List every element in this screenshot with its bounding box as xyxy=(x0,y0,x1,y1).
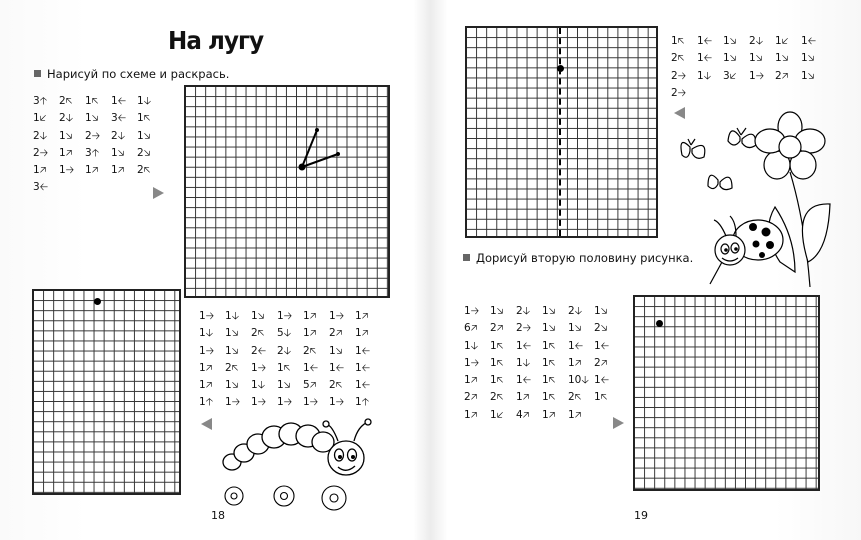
step-instruction: 1🡦 xyxy=(225,344,239,357)
step-instruction: 1🡣 xyxy=(137,95,152,107)
step-instruction: 1🡦 xyxy=(775,52,789,65)
step-instruction: 1🡦 xyxy=(749,52,763,65)
step-instruction: 1🡤 xyxy=(671,35,685,47)
step-instruction: 1🡦 xyxy=(251,310,265,322)
step-instruction: 1🡢 xyxy=(464,305,480,317)
sequence-row xyxy=(671,33,827,50)
step-instruction: 3🡡 xyxy=(85,146,100,159)
right-instruction-text: Дорисуй вторую половину рисунка. xyxy=(476,251,694,265)
step-instruction: 1🡦 xyxy=(801,69,815,82)
step-instruction: 1🡦 xyxy=(542,305,556,317)
step-instruction: 1🡠 xyxy=(594,374,610,387)
right-drawing-grid-1[interactable] xyxy=(465,26,658,238)
step-instruction: 1🡤 xyxy=(542,374,556,387)
step-instruction: 1🡠 xyxy=(697,35,713,47)
sequence-row xyxy=(33,93,163,110)
step-instruction: 1🡣 xyxy=(225,310,240,322)
step-instruction: 3🡧 xyxy=(723,69,737,82)
step-instruction: 1🡣 xyxy=(199,327,214,340)
left-drawing-grid-1[interactable] xyxy=(184,85,390,298)
caterpillar-illustration xyxy=(218,410,388,515)
step-instruction: 1🡠 xyxy=(516,374,532,387)
step-instruction: 1🡠 xyxy=(801,35,817,47)
step-instruction: 1🡥 xyxy=(516,391,530,404)
start-point-dot xyxy=(557,65,564,72)
step-instruction: 1🡢 xyxy=(749,69,765,82)
left-sequence-1 xyxy=(33,93,163,197)
step-instruction: 1🡤 xyxy=(542,356,556,369)
step-instruction: 2🡤 xyxy=(137,164,151,177)
step-instruction: 5🡥 xyxy=(303,379,317,392)
step-instruction: 1🡠 xyxy=(697,52,713,65)
step-instruction: 3🡠 xyxy=(33,181,49,194)
step-instruction: 1🡢 xyxy=(329,396,345,409)
bullet-square-icon xyxy=(34,70,41,77)
step-instruction: 1🡥 xyxy=(33,164,47,177)
step-instruction: 2🡤 xyxy=(303,344,317,357)
step-instruction: 2🡥 xyxy=(594,356,608,369)
sequence-row xyxy=(464,407,620,424)
step-instruction: 2🡣 xyxy=(516,305,531,317)
step-instruction: 2🡣 xyxy=(568,305,583,317)
step-instruction: 6🡥 xyxy=(464,322,478,335)
prev-arrow-icon xyxy=(201,418,212,430)
step-instruction: 1🡦 xyxy=(277,379,291,392)
left-drawing-grid-2[interactable] xyxy=(32,289,181,495)
step-instruction: 2🡤 xyxy=(490,391,504,404)
step-instruction: 1🡡 xyxy=(355,396,370,409)
right-instruction xyxy=(463,251,693,265)
right-sequence-2 xyxy=(464,303,620,424)
step-instruction: 2🡤 xyxy=(59,95,73,107)
symmetry-axis-line xyxy=(559,28,561,236)
step-instruction: 1🡦 xyxy=(594,305,608,317)
step-instruction: 1🡦 xyxy=(568,322,582,335)
sequence-row xyxy=(33,110,163,127)
step-instruction: 1🡤 xyxy=(137,112,151,125)
step-instruction: 1🡠 xyxy=(303,361,319,374)
step-instruction: 2🡠 xyxy=(251,344,267,357)
step-instruction: 1🡠 xyxy=(355,344,371,357)
sequence-row xyxy=(33,179,163,196)
step-instruction: 4🡥 xyxy=(516,408,530,421)
step-instruction: 1🡥 xyxy=(464,374,478,387)
step-instruction: 1🡠 xyxy=(355,361,371,374)
step-instruction: 2🡢 xyxy=(671,69,687,82)
step-instruction: 1🡠 xyxy=(329,361,345,374)
sequence-row xyxy=(199,360,381,377)
step-instruction: 1🡢 xyxy=(199,310,215,322)
step-instruction: 2🡦 xyxy=(137,146,151,159)
step-instruction: 10🡣 xyxy=(568,374,589,387)
step-instruction: 1🡢 xyxy=(59,164,75,177)
step-instruction: 1🡡 xyxy=(199,396,214,409)
step-instruction: 1🡥 xyxy=(568,356,582,369)
step-instruction: 1🡣 xyxy=(697,69,712,82)
step-instruction: 1🡠 xyxy=(594,339,610,352)
sequence-row xyxy=(33,145,163,162)
sequence-row xyxy=(199,325,381,342)
step-instruction: 2🡤 xyxy=(251,327,265,340)
sequence-row xyxy=(199,377,381,394)
step-instruction: 1🡦 xyxy=(137,129,151,142)
step-instruction: 1🡥 xyxy=(199,361,213,374)
step-instruction: 2🡣 xyxy=(277,344,292,357)
right-sequence-1 xyxy=(671,33,827,102)
left-sequence-2 xyxy=(199,308,381,412)
step-instruction: 1🡦 xyxy=(111,146,125,159)
step-instruction: 1🡦 xyxy=(542,322,556,335)
left-instruction xyxy=(34,67,229,81)
step-instruction: 1🡣 xyxy=(516,356,531,369)
step-instruction: 3🡡 xyxy=(33,95,48,107)
step-instruction: 1🡢 xyxy=(277,396,293,409)
step-instruction: 1🡥 xyxy=(355,327,369,340)
sequence-row xyxy=(464,355,620,372)
page-number-left: 18 xyxy=(211,509,225,522)
sequence-row xyxy=(464,389,620,406)
step-instruction: 1🡦 xyxy=(490,305,504,317)
step-instruction: 1🡥 xyxy=(568,408,582,421)
step-instruction: 2🡥 xyxy=(490,322,504,335)
step-instruction: 1🡤 xyxy=(277,361,291,374)
step-instruction: 2🡤 xyxy=(225,361,239,374)
step-instruction: 1🡧 xyxy=(33,112,47,125)
sequence-row xyxy=(464,372,620,389)
step-instruction: 3🡠 xyxy=(111,112,127,125)
step-instruction: 2🡢 xyxy=(85,129,101,142)
step-instruction: 2🡣 xyxy=(33,129,48,142)
step-instruction: 1🡠 xyxy=(568,339,584,352)
step-instruction: 1🡥 xyxy=(542,408,556,421)
step-instruction: 2🡥 xyxy=(329,327,343,340)
next-arrow-icon xyxy=(613,417,624,429)
sequence-row xyxy=(464,338,620,355)
sequence-row xyxy=(671,50,827,67)
page-title: На лугу xyxy=(168,26,264,55)
step-instruction: 2🡣 xyxy=(59,112,74,125)
step-instruction: 1🡠 xyxy=(111,95,127,107)
step-instruction: 1🡦 xyxy=(85,112,99,125)
step-instruction: 1🡢 xyxy=(225,396,241,409)
step-instruction: 1🡢 xyxy=(464,356,480,369)
page-number-right: 19 xyxy=(634,509,648,522)
step-instruction: 1🡢 xyxy=(199,344,215,357)
sequence-row xyxy=(671,85,827,102)
step-instruction: 1🡥 xyxy=(85,164,99,177)
step-instruction: 2🡤 xyxy=(568,391,582,404)
step-instruction: 2🡤 xyxy=(671,52,685,65)
step-instruction: 1🡦 xyxy=(723,35,737,47)
step-instruction: 2🡦 xyxy=(594,322,608,335)
step-instruction: 1🡦 xyxy=(801,52,815,65)
step-instruction: 1🡢 xyxy=(329,310,345,322)
step-instruction: 2🡢 xyxy=(33,146,49,159)
step-instruction: 1🡤 xyxy=(490,356,504,369)
step-instruction: 1🡢 xyxy=(251,361,267,374)
sequence-row xyxy=(671,68,827,85)
sequence-row xyxy=(464,303,620,320)
step-instruction: 1🡥 xyxy=(355,310,369,322)
sequence-row xyxy=(33,162,163,179)
step-instruction: 1🡣 xyxy=(464,339,479,352)
step-instruction: 1🡤 xyxy=(542,391,556,404)
step-instruction: 1🡤 xyxy=(490,339,504,352)
step-instruction: 1🡦 xyxy=(329,344,343,357)
step-instruction: 1🡦 xyxy=(225,327,239,340)
step-instruction: 1🡠 xyxy=(516,339,532,352)
step-instruction: 2🡥 xyxy=(464,391,478,404)
step-instruction: 1🡥 xyxy=(464,408,478,421)
step-instruction: 1🡢 xyxy=(303,396,319,409)
sequence-row xyxy=(199,343,381,360)
sequence-row xyxy=(199,308,381,325)
step-instruction: 1🡧 xyxy=(775,35,789,47)
step-instruction: 1🡥 xyxy=(59,146,73,159)
step-instruction: 1🡦 xyxy=(723,52,737,65)
step-instruction: 1🡢 xyxy=(277,310,293,322)
step-instruction: 1🡥 xyxy=(303,310,317,322)
step-instruction: 1🡠 xyxy=(355,379,371,392)
flower-ladybug-illustration xyxy=(670,112,840,297)
step-instruction: 1🡦 xyxy=(59,129,73,142)
sequence-row xyxy=(33,128,163,145)
step-instruction: 1🡢 xyxy=(251,396,267,409)
step-instruction: 1🡥 xyxy=(111,164,125,177)
next-arrow-icon xyxy=(153,187,164,199)
step-instruction: 1🡦 xyxy=(225,379,239,392)
step-instruction: 1🡣 xyxy=(251,379,266,392)
step-instruction: 1🡤 xyxy=(594,391,608,404)
left-instruction-text: Нарисуй по схеме и раскрась. xyxy=(47,67,230,81)
step-instruction: 1🡤 xyxy=(490,374,504,387)
bullet-square-icon xyxy=(463,254,470,261)
step-instruction: 1🡧 xyxy=(490,408,504,421)
start-point-dot xyxy=(94,298,101,305)
step-instruction: 5🡣 xyxy=(277,327,292,340)
step-instruction: 2🡤 xyxy=(329,379,343,392)
step-instruction: 2🡥 xyxy=(775,69,789,82)
step-instruction: 2🡣 xyxy=(111,129,126,142)
step-instruction: 2🡣 xyxy=(749,35,764,47)
step-instruction: 1🡥 xyxy=(199,379,213,392)
start-point-dot xyxy=(656,320,663,327)
step-instruction: 2🡢 xyxy=(516,322,532,335)
step-instruction: 1🡥 xyxy=(303,327,317,340)
step-instruction: 1🡤 xyxy=(542,339,556,352)
step-instruction: 1🡤 xyxy=(85,95,99,107)
step-instruction: 2🡢 xyxy=(671,86,687,99)
sequence-row xyxy=(464,320,620,337)
